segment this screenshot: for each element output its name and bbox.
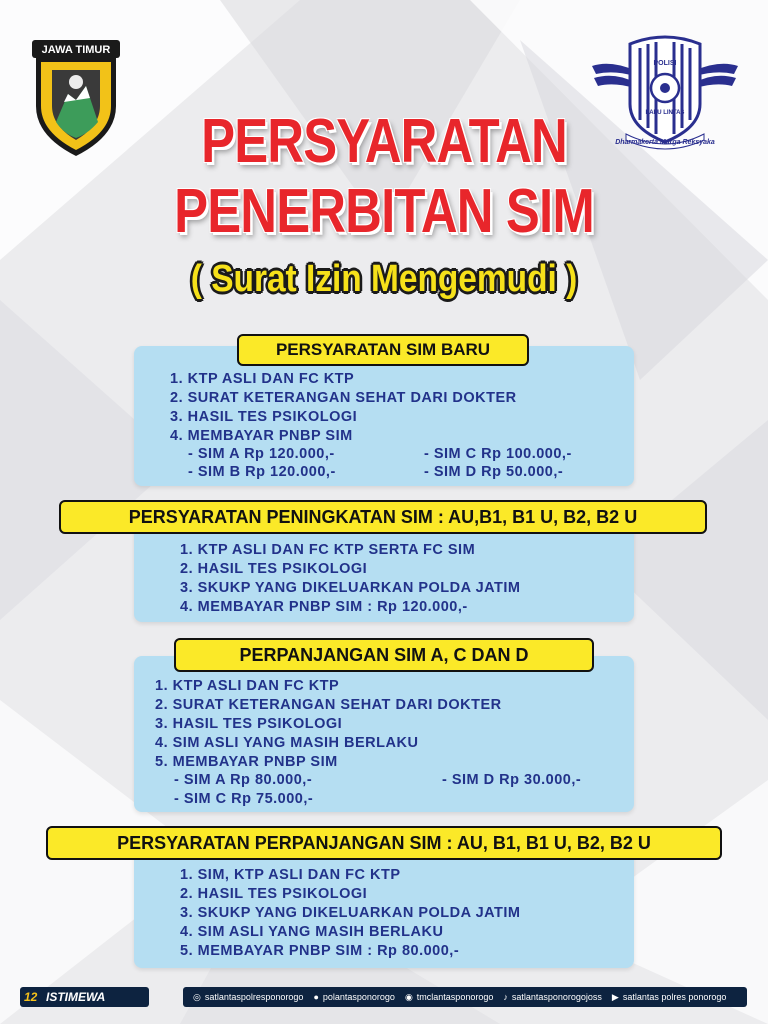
brand-word: ISTIMEWA [46,990,106,1004]
list-item: 1. KTP ASLI DAN FC KTP [155,678,340,694]
page-title-line2: PENERBITAN SIM [174,177,594,246]
facebook-icon: ● [313,992,319,1002]
section-peningkatan-label: PERSYARATAN PENINGKATAN SIM : AU,B1, B1 U, B2, B2 U [59,500,707,534]
list-item: 2. SURAT KETERANGAN SEHAT DARI DOKTER [155,697,502,713]
motto-label: Dharmakerta Marga Reksyaka [615,139,715,146]
twitter-icon: ◉ [404,992,413,1002]
price-sim-a: - SIM A Rp 120.000,- [188,446,335,462]
price-sim-d: - SIM D Rp 50.000,- [424,464,564,480]
list-item: 5. MEMBAYAR PNBP SIM : Rp 80.000,- [180,943,460,959]
page-title-line1: PERSYARATAN [201,107,567,176]
list-item: 5. MEMBAYAR PNBP SIM [155,754,338,770]
social-facebook[interactable]: ● polantasponorogo [313,987,395,1007]
list-item: 3. SKUKP YANG DIKELUARKAN POLDA JATIM [180,905,521,921]
list-item: 4. MEMBAYAR PNBP SIM : Rp 120.000,- [180,599,468,615]
list-item: 1. SIM, KTP ASLI DAN FC KTP [180,867,401,883]
list-item: 2. SURAT KETERANGAN SEHAT DARI DOKTER [170,390,517,406]
social-youtube[interactable]: ▶ satlantas polres ponorogo [612,987,727,1007]
social-tiktok[interactable]: ♪ satlantasponorogojoss [503,987,602,1007]
social-twitter[interactable]: ◉ tmclantasponorogo [405,987,493,1007]
instagram-icon: ◎ [193,992,201,1002]
jawa-timur-label: JAWA TIMUR [41,44,111,56]
tiktok-icon: ♪ [503,992,508,1002]
price-sim-b: - SIM B Rp 120.000,- [188,464,336,480]
section-sim-baru-list [170,370,517,446]
list-item: 1. KTP ASLI DAN FC KTP [170,371,355,387]
list-item: 4. SIM ASLI YANG MASIH BERLAKU [155,735,419,751]
list-item: 3. HASIL TES PSIKOLOGI [155,716,343,732]
section-perpanjangan-au-list [180,866,521,961]
social-instagram[interactable]: ◎ satlantaspolresponorogo [193,987,303,1007]
section-peningkatan-list [180,541,521,617]
brand-number: 12 [24,990,38,1004]
price-sim-c: - SIM C Rp 100.000,- [424,446,572,462]
section-perpanjangan-acd-list [155,677,502,772]
list-item: 3. SKUKP YANG DIKELUARKAN POLDA JATIM [180,580,521,596]
list-item: 2. HASIL TES PSIKOLOGI [180,561,368,577]
list-item: 1. KTP ASLI DAN FC KTP SERTA FC SIM [180,542,476,558]
istimewa-brand-bar [20,987,149,1007]
section-sim-baru-label: PERSYARATAN SIM BARU [237,334,529,366]
lalu-lintas-label: LALU LINTAS [645,110,685,116]
polisi-label: POLISI [653,60,677,67]
list-item: 4. MEMBAYAR PNBP SIM [170,428,353,444]
list-item: 2. HASIL TES PSIKOLOGI [180,886,368,902]
section-perpanjangan-au-label: PERSYARATAN PERPANJANGAN SIM : AU, B1, B1 U, B2, B2 U [46,826,722,860]
list-item: 3. HASIL TES PSIKOLOGI [170,409,358,425]
youtube-icon: ▶ [611,992,619,1002]
price-sim-a: - SIM A Rp 80.000,- [174,772,313,788]
section-perpanjangan-acd-label: PERPANJANGAN SIM A, C DAN D [174,638,594,672]
social-media-bar [183,987,747,1007]
list-item: 4. SIM ASLI YANG MASIH BERLAKU [180,924,444,940]
price-sim-c: - SIM C Rp 75.000,- [174,791,314,807]
page-subtitle: ( Surat Izin Mengemudi ) [190,258,578,300]
price-sim-d: - SIM D Rp 30.000,- [442,772,582,788]
